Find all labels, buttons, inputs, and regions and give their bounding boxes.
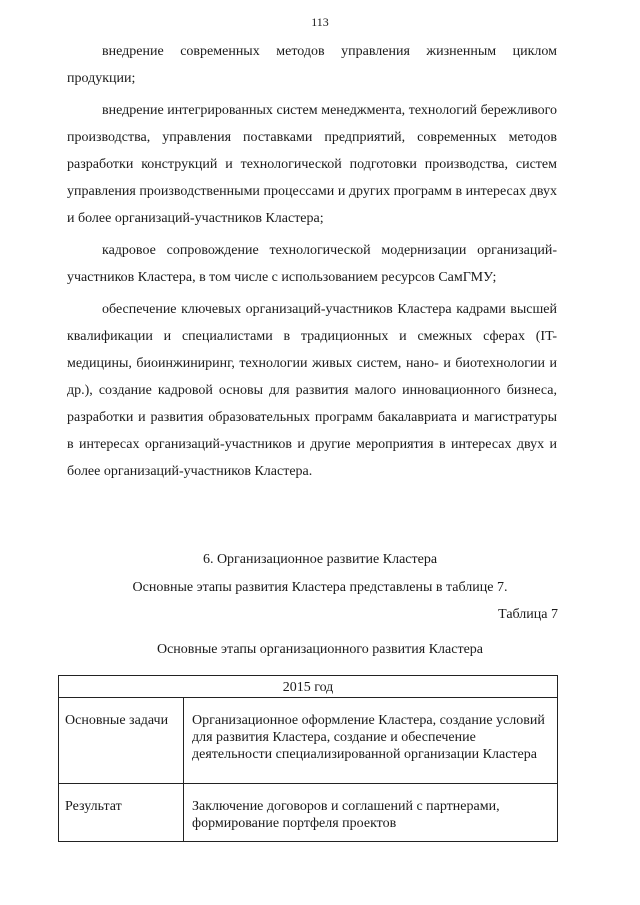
table-label: Таблица 7 [498,607,558,622]
stages-table [58,675,558,842]
table-year-cell: 2015 год [59,676,558,698]
page-number: 113 [311,15,329,29]
table-row [59,698,558,784]
paragraph-management-systems: внедрение интегрированных систем менеджмента, технологий бережливого производства, управления поставками предприятий, современных методов разработки конструкций и технологической подготовки производства, систем управления производственными процессами и других программ в интересах двух и более организаций-участников Кластера; [67,103,557,226]
table-row [59,784,558,842]
paragraph-qualified-staff: обеспечение ключевых организаций-участников Кластера кадрами высшей квалификации и специалистами в традиционных и смежных сферах (IT-медицины, биоинжиниринг, технологии живых систем, нано- и биотехнологии и др.), создание кадровой основы для развития малого инновационного бизнеса, разработки и развития образовательных программ бакалавриата и магистратуры в интересах организаций-участников и другие мероприятия в интересах двух и более организаций-участников Кластера. [67,302,557,479]
section-intro: Основные этапы развития Кластера представлены в таблице 7. [132,580,508,595]
paragraph-staffing-modernization: кадровое сопровождение технологической модернизации организаций-участников Кластера, в том числе с использованием ресурсов СамГМУ; [67,243,557,285]
table-cell-value: Заключение договоров и соглашений с партнерами, формирование портфеля проектов [184,784,558,842]
table-cell-label: Результат [59,784,184,842]
table-title: Основные этапы организационного развития Кластера [156,642,483,657]
table-cell-value: Организационное оформление Кластера, создание условий для развития Кластера, создание и обеспечение деятельности специализированной организации Кластера [184,698,558,784]
table-row-year [59,676,558,698]
body-text [67,38,557,490]
paragraph-lifecycle: внедрение современных методов управления жизненным циклом продукции; [67,44,557,86]
table-cell-label: Основные задачи [59,698,184,784]
section-heading: 6. Организационное развитие Кластера [202,552,438,567]
